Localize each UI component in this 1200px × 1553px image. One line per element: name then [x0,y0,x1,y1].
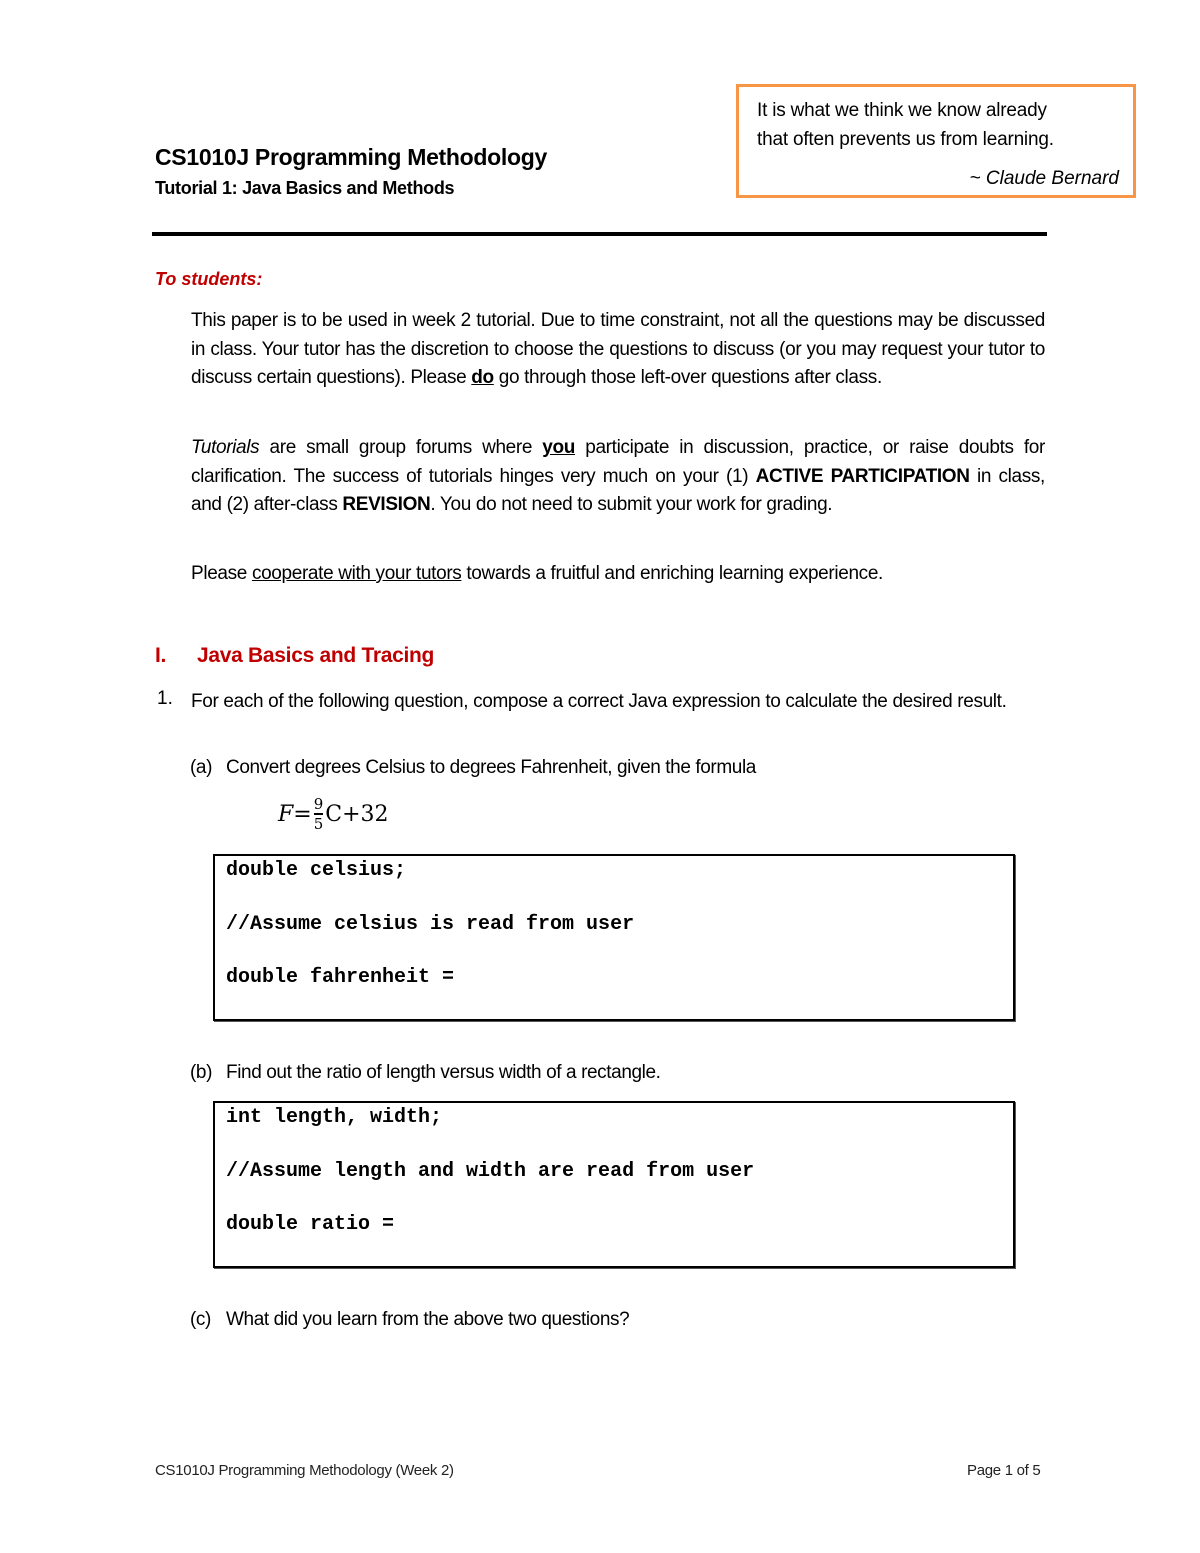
formula-lhs: F [278,801,294,827]
italic-tutorials: Tutorials [191,437,260,458]
code-line: double ratio = [226,1213,395,1236]
header-divider [152,232,1047,236]
footer-course: CS1010J Programming Methodology (Week 2) [155,1462,454,1479]
intro-paragraph-3 [191,560,1045,589]
subquestion-label: (b) [190,1062,213,1083]
quote-line-2: that often prevents us from learning. [757,129,1054,150]
subquestion-text: Find out the ratio of length versus width of a rectangle. [226,1062,661,1083]
code-line: double celsius; [226,859,407,882]
document-title: CS1010J Programming Methodology [155,144,547,170]
subquestion-text: Convert degrees Celsius to degrees Fahrenheit, given the formula [226,757,756,778]
fraction-numerator: 9 [313,795,324,813]
code-line: int length, width; [226,1106,443,1129]
subquestion-text: What did you learn from the above two questions? [226,1309,630,1330]
code-box-b [213,1101,1015,1268]
quote-line-1: It is what we think we know already [757,100,1047,121]
question-text: For each of the following question, compose a correct Java expression to calculate the desired result. [191,691,1007,712]
intro-heading: To students: [155,269,263,289]
underlined-cooperate: cooperate with your tutors [251,563,462,584]
section-title: Java Basics and Tracing [197,644,435,667]
formula-equals: = [293,801,312,827]
formula-fraction [314,796,324,832]
section-number: I. [155,644,167,667]
bold-active-participation: ACTIVE PARTICIPATION [755,465,970,487]
intro-paragraph-1 [191,307,1045,393]
text: participate in discussion, practice, or raise doubts for clarification. The success of tutorials hinges very much on your (1) [191,437,1045,487]
question-number: 1. [157,688,173,709]
section-heading [155,644,434,668]
text: This paper is to be used in week 2 tutorial. Due to time constraint, not all the questions may be discussed in class. Your tutor has the discretion to choose the questions to discuss (or you may request your tutor to discuss certain questions). Please [191,310,1045,389]
text: towards a fruitful and enriching learning experience. [461,563,883,584]
formula [278,796,389,832]
code-line: //Assume length and width are read from user [226,1160,755,1183]
quote-author: ~ Claude Bernard [969,168,1119,189]
text: go through those left-over questions after class. [493,367,882,389]
subquestion-c [190,1309,629,1331]
text: in class, and (2) after-class [191,465,1045,516]
document-subtitle: Tutorial 1: Java Basics and Methods [155,178,455,198]
text: Please [191,563,252,584]
underlined-you: you [542,437,576,458]
quote-box [736,84,1136,198]
footer-page-number: Page 1 of 5 [967,1462,1041,1479]
text: are small group forums where [259,437,543,458]
bold-revision: REVISION [342,494,431,516]
subquestion-a [190,757,756,779]
subquestion-b [190,1062,661,1084]
fraction-denominator: 5 [313,815,324,833]
underlined-do: do [471,367,494,389]
text: . You do not need to submit your work for grading. [430,494,833,516]
code-line: double fahrenheit = [226,966,455,989]
intro-paragraph-2 [191,434,1045,520]
subquestion-label: (c) [190,1309,211,1330]
subquestion-label: (a) [190,757,213,778]
formula-rhs: C+32 [325,801,389,827]
code-box-a [213,854,1015,1021]
code-line: //Assume celsius is read from user [226,913,635,936]
